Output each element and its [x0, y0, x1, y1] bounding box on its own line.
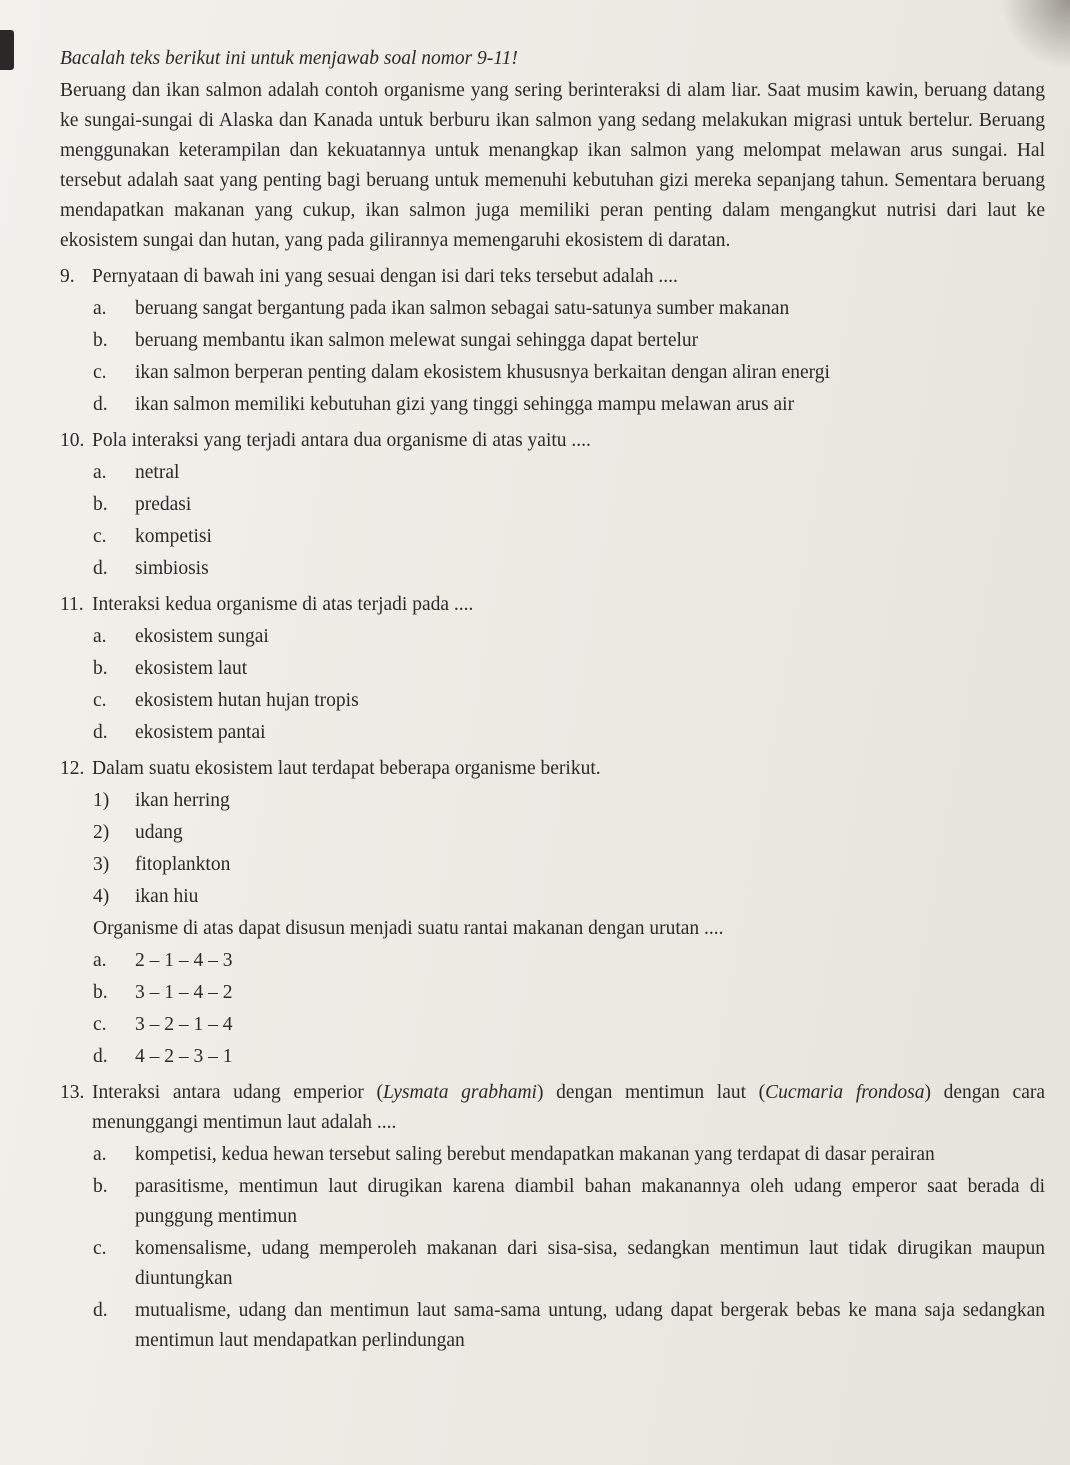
option-text: mutualisme, udang dan mentimun laut sama-sama untung, udang dapat bergerak bebas ke mana saja sedangkan mentimun laut mendapatkan perlindungan: [135, 1300, 1045, 1351]
option-item: [60, 1010, 1045, 1040]
reading-passage: Beruang dan ikan salmon adalah contoh organisme yang sering berinteraksi di alam liar. Saat musim kawin, beruang datang ke sungai-sungai di Alaska dan Kanada untuk berburu ikan salmon yang sedang melakukan migrasi untuk bertelur. Beruang menggunakan keterampilan dan kekuatannya untuk menangkap ikan salmon yang melompat melawan arus sungai. Hal tersebut adalah saat yang penting bagi beruang untuk memenuhi kebutuhan gizi mereka sepanjang tahun. Sementara beruang mendapatkan makanan yang cukup, ikan salmon juga memiliki peran penting dalam mengangkut nutrisi dari laut ke ekosistem sungai dan hutan, yang pada gilirannya memengaruhi ekosistem di daratan.: [60, 80, 1045, 251]
option-text: kompetisi, kedua hewan tersebut saling berebut mendapatkan makanan yang terdapat di dasar perairan: [135, 1144, 935, 1165]
question-subtext: Organisme di atas dapat disusun menjadi suatu rantai makanan dengan urutan ....: [93, 918, 724, 939]
option-item: [60, 1296, 1045, 1356]
option-letter: c.: [93, 1238, 107, 1259]
question-text: Pola interaksi yang terjadi antara dua organisme di atas yaitu ....: [92, 430, 591, 451]
option-letter: a.: [93, 298, 107, 319]
option-item: [60, 978, 1045, 1008]
option-text: komensalisme, udang memperoleh makanan dari sisa-sisa, sedangkan mentimun laut tidak dirugikan maupun diuntungkan: [135, 1238, 1045, 1289]
option-text: netral: [135, 462, 180, 483]
item-text: fitoplankton: [135, 854, 231, 875]
option-item: [60, 718, 1045, 748]
item-text: ikan hiu: [135, 886, 199, 907]
option-item: [60, 686, 1045, 716]
option-text: parasitisme, mentimun laut dirugikan karena diambil bahan makanannya oleh udang emperor saat berada di punggung mentimun: [135, 1176, 1045, 1227]
option-letter: d.: [93, 722, 108, 743]
option-text: ekosistem pantai: [135, 722, 266, 743]
option-item: [60, 622, 1045, 652]
item-number: 3): [93, 854, 110, 875]
question-number: 11.: [60, 594, 84, 615]
option-letter: d.: [93, 558, 108, 579]
question-number: 9.: [60, 266, 75, 287]
question-number: 13.: [60, 1082, 85, 1103]
organism-item: [60, 850, 1045, 880]
question-number: 12.: [60, 758, 85, 779]
option-item: [60, 390, 1045, 420]
species-name: Lysmata grabhami: [382, 1082, 537, 1103]
option-text: kompetisi: [135, 526, 212, 547]
question-10: [60, 426, 1045, 456]
option-text: 2 – 1 – 4 – 3: [135, 950, 233, 971]
option-text: beruang membantu ikan salmon melewat sungai sehingga dapat bertelur: [135, 330, 699, 351]
option-letter: a.: [93, 626, 107, 647]
question-number: 10.: [60, 430, 85, 451]
question-text-part: ) dengan cara menunggangi mentimun laut adalah ....: [92, 1082, 1046, 1133]
option-text: predasi: [135, 494, 192, 515]
option-letter: a.: [93, 950, 107, 971]
option-item: [60, 1234, 1045, 1294]
option-item: [60, 1140, 1045, 1170]
item-text: udang: [135, 822, 183, 843]
option-letter: c.: [93, 526, 107, 547]
option-text: beruang sangat bergantung pada ikan salmon sebagai satu-satunya sumber makanan: [135, 298, 790, 319]
option-letter: b.: [93, 982, 108, 1003]
option-text: ikan salmon berperan penting dalam ekosistem khususnya berkaitan dengan aliran energi: [135, 362, 830, 383]
item-text: ikan herring: [135, 790, 230, 811]
option-item: [60, 946, 1045, 976]
option-item: [60, 1042, 1045, 1072]
option-letter: b.: [93, 494, 108, 515]
option-letter: a.: [93, 462, 107, 483]
item-number: 4): [93, 886, 110, 907]
question-11: [60, 590, 1045, 620]
option-item: [60, 554, 1045, 584]
document-body: [60, 44, 1045, 1356]
option-text: ekosistem hutan hujan tropis: [135, 690, 359, 711]
option-text: simbiosis: [135, 558, 209, 579]
option-letter: d.: [93, 1046, 108, 1067]
question-text: Pernyataan di bawah ini yang sesuai dengan isi dari teks tersebut adalah ....: [92, 266, 678, 287]
option-text: 4 – 2 – 3 – 1: [135, 1046, 233, 1067]
option-item: [60, 458, 1045, 488]
option-item: [60, 490, 1045, 520]
question-text-part: ) dengan mentimun laut (: [536, 1082, 766, 1103]
organism-item: [60, 882, 1045, 912]
option-letter: b.: [93, 1176, 108, 1197]
species-name: Cucmaria frondosa: [765, 1082, 925, 1103]
question-9: [60, 262, 1045, 292]
binding-clip: [0, 30, 14, 70]
option-item: [60, 654, 1045, 684]
question-text: Interaksi kedua organisme di atas terjadi pada ....: [92, 594, 474, 615]
option-text: ekosistem laut: [135, 658, 248, 679]
question-text-part: Interaksi antara udang emperior (: [92, 1082, 383, 1103]
option-item: [60, 1172, 1045, 1232]
option-text: 3 – 2 – 1 – 4: [135, 1014, 233, 1035]
option-text: ekosistem sungai: [135, 626, 269, 647]
question-text: [92, 1078, 1045, 1138]
question-text: Dalam suatu ekosistem laut terdapat beberapa organisme berikut.: [92, 758, 601, 779]
option-letter: d.: [93, 1300, 108, 1321]
question-13: [60, 1078, 1045, 1138]
reading-instruction: Bacalah teks berikut ini untuk menjawab soal nomor 9-11!: [60, 48, 518, 69]
option-item: [60, 358, 1045, 388]
organism-item: [60, 786, 1045, 816]
option-item: [60, 326, 1045, 356]
option-letter: c.: [93, 362, 107, 383]
option-letter: b.: [93, 330, 108, 351]
option-letter: d.: [93, 394, 108, 415]
option-item: [60, 294, 1045, 324]
question-12: [60, 754, 1045, 784]
option-letter: b.: [93, 658, 108, 679]
option-letter: a.: [93, 1144, 107, 1165]
item-number: 2): [93, 822, 110, 843]
item-number: 1): [93, 790, 110, 811]
option-text: 3 – 1 – 4 – 2: [135, 982, 233, 1003]
option-text: ikan salmon memiliki kebutuhan gizi yang tinggi sehingga mampu melawan arus air: [135, 394, 795, 415]
option-letter: c.: [93, 690, 107, 711]
organism-item: [60, 818, 1045, 848]
option-letter: c.: [93, 1014, 107, 1035]
option-item: [60, 522, 1045, 552]
